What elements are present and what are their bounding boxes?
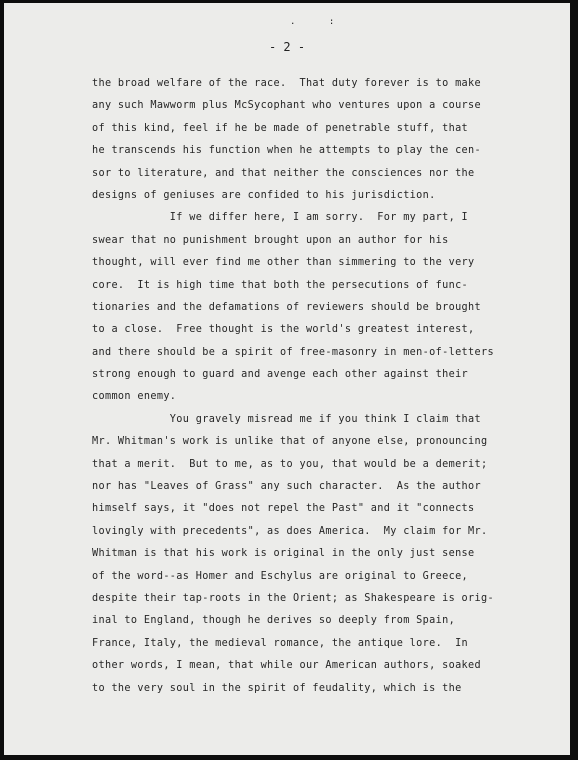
page-number: - 2 -	[268, 40, 306, 54]
letter-body	[92, 73, 522, 700]
text-line: France, Italy, the medieval romance, the antique lore. In	[92, 637, 469, 649]
text-line: common enemy.	[92, 391, 177, 403]
text-line: to a close. Free thought is the world's greatest interest,	[92, 324, 475, 336]
text-line: nor has "Leaves of Grass" any such character. As the author	[92, 481, 482, 493]
text-line: tionaries and the defamations of reviewers should be brought	[92, 301, 482, 313]
text-line: of this kind, feel if he be made of penetrable stuff, that	[92, 122, 469, 134]
text-line: thought, will ever find me other than simmering to the very	[92, 257, 475, 269]
text-line: despite their tap-roots in the Orient; as Shakespeare is orig-	[92, 592, 494, 604]
text-line: inal to England, though he derives so deeply from Spain,	[92, 615, 456, 627]
text-line: other words, I mean, that while our American authors, soaked	[92, 660, 482, 672]
text-line: any such Mawworm plus McSycophant who ventures upon a course	[92, 100, 482, 112]
text-line: Whitman is that his work is original in the only just sense	[92, 548, 475, 560]
text-line: You gravely misread me if you think I claim that	[92, 413, 482, 425]
text-line: sor to literature, and that neither the consciences nor the	[92, 167, 475, 179]
text-line: that a merit. But to me, as to you, that would be a demerit;	[92, 458, 488, 470]
text-line: swear that no punishment brought upon an author for his	[92, 234, 449, 246]
document-page	[4, 3, 570, 755]
text-line: and there should be a spirit of free-masonry in men-of-letters	[92, 346, 494, 358]
text-line: to the very soul in the spirit of feudality, which is the	[92, 682, 462, 694]
text-line: Mr. Whitman's work is unlike that of anyone else, pronouncing	[92, 436, 488, 448]
text-line: he transcends his function when he attempts to play the cen-	[92, 145, 482, 157]
page-marks: . :	[290, 17, 349, 27]
text-line: of the word--as Homer and Eschylus are original to Greece,	[92, 570, 469, 582]
text-line: core. It is high time that both the persecutions of func-	[92, 279, 469, 291]
text-line: lovingly with precedents", as does America. My claim for Mr.	[92, 525, 488, 537]
text-line: designs of geniuses are confided to his jurisdiction.	[92, 189, 436, 201]
text-line: If we differ here, I am sorry. For my part, I	[92, 212, 469, 224]
text-line: the broad welfare of the race. That duty forever is to make	[92, 78, 482, 89]
text-line: himself says, it "does not repel the Past" and it "connects	[92, 503, 475, 515]
text-line: strong enough to guard and avenge each other against their	[92, 369, 469, 381]
